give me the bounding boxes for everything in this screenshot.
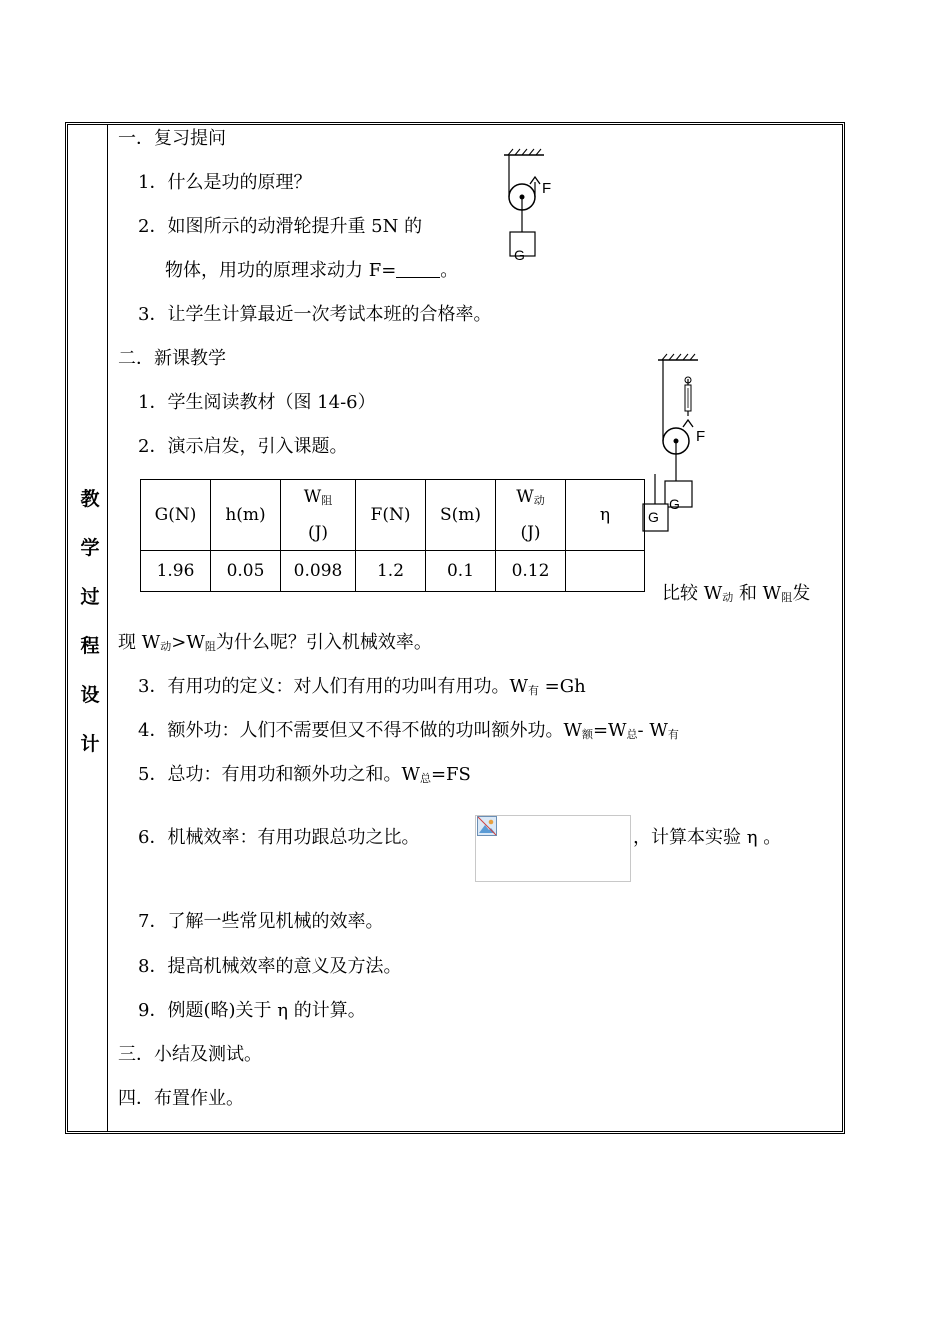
side-label-char: 程 xyxy=(80,635,100,657)
force-label-f: F xyxy=(542,180,552,197)
item-9: 9．例题(略)关于 η 的计算。 xyxy=(138,1000,366,1021)
compare-text-continued xyxy=(118,632,432,658)
text: =Gh xyxy=(538,676,586,697)
header-cell xyxy=(566,480,645,551)
item-3-useful-work xyxy=(138,676,586,702)
compare-text xyxy=(662,583,810,609)
text: - W xyxy=(637,720,668,741)
item-1: 1．学生阅读教材（图 14-6） xyxy=(138,392,376,413)
text: 为什么呢？引入机械效率。 xyxy=(215,632,432,653)
weight-label-g: G xyxy=(669,496,680,512)
question-1: 1．什么是功的原理？ xyxy=(138,172,312,193)
experiment-data-table xyxy=(140,479,645,592)
period: 。 xyxy=(440,260,459,281)
header-label: h(m) xyxy=(225,505,266,525)
header-label: W xyxy=(303,487,322,507)
weight-label-g: G xyxy=(648,509,659,525)
table-cell: 1.96 xyxy=(141,551,211,592)
text: =W xyxy=(592,720,627,741)
section-heading-homework: 四．布置作业。 xyxy=(118,1088,244,1109)
item-5-total-work xyxy=(138,764,471,790)
column-divider xyxy=(107,124,108,1132)
question-2-continued xyxy=(165,260,458,282)
subscript: 阻 xyxy=(781,591,793,604)
header-unit: (J) xyxy=(520,523,541,543)
subscript: 动 xyxy=(160,640,172,653)
weight-label-g: G xyxy=(514,247,525,262)
question-2-text: 物体，用功的原理求动力 F= xyxy=(165,260,397,281)
side-label-char: 教 xyxy=(80,488,100,510)
text: 3．有用功的定义：对人们有用的功叫有用功。W xyxy=(138,676,528,697)
movable-pulley-figure xyxy=(498,146,568,262)
header-cell xyxy=(281,480,356,551)
side-label-char: 设 xyxy=(80,684,100,706)
text: 5．总功：有用功和额外功之和。W xyxy=(138,764,420,785)
text: 现 W xyxy=(118,632,161,653)
side-label-char: 计 xyxy=(80,733,100,755)
table-cell: 0.1 xyxy=(426,551,496,592)
answer-blank xyxy=(396,261,440,278)
header-cell xyxy=(426,480,496,551)
subscript: 总 xyxy=(626,728,638,741)
pulley-spring-scale-figure xyxy=(638,348,718,534)
header-unit: (J) xyxy=(307,523,329,543)
header-cell xyxy=(141,480,211,551)
formula-image-placeholder xyxy=(475,815,631,882)
header-label: F(N) xyxy=(370,505,411,525)
table-cell: 0.098 xyxy=(281,551,356,592)
force-label-f: F xyxy=(696,428,706,445)
subscript: 动 xyxy=(722,591,734,604)
section-heading-summary: 三．小结及测试。 xyxy=(118,1044,262,1065)
item-8: 8．提高机械效率的意义及方法。 xyxy=(138,956,402,977)
header-label: G(N) xyxy=(154,505,197,525)
table-cell: 0.05 xyxy=(211,551,281,592)
header-label: η xyxy=(599,505,611,525)
item-7: 7．了解一些常见机械的效率。 xyxy=(138,911,384,932)
table-cell: 1.2 xyxy=(356,551,426,592)
subscript: 阻 xyxy=(204,640,216,653)
subscript: 额 xyxy=(581,728,593,741)
text: =FS xyxy=(430,764,471,785)
header-label: W xyxy=(516,487,534,507)
item-2: 2．演示启发，引入课题。 xyxy=(138,436,348,457)
section-heading-review: 一．复习提问 xyxy=(118,128,226,149)
text: >W xyxy=(171,632,205,653)
text: 和 W xyxy=(733,583,782,604)
header-subscript: 阻 xyxy=(321,494,333,507)
item-6-continued: ，计算本实验 η 。 xyxy=(633,827,782,848)
item-4-extra-work xyxy=(138,720,679,746)
text: 4．额外功：人们不需要但又不得不做的功叫额外功。W xyxy=(138,720,582,741)
header-subscript: 动 xyxy=(533,494,545,507)
text: 发 xyxy=(792,583,811,604)
header-cell xyxy=(356,480,426,551)
table-cell xyxy=(566,551,645,592)
table-cell: 0.12 xyxy=(496,551,566,592)
header-cell xyxy=(211,480,281,551)
broken-image-icon xyxy=(477,816,497,836)
question-3: 3．让学生计算最近一次考试本班的合格率。 xyxy=(138,304,492,325)
header-cell xyxy=(496,480,566,551)
subscript: 总 xyxy=(419,772,431,785)
side-label-char: 过 xyxy=(80,586,100,608)
text: 比较 W xyxy=(662,583,723,604)
subscript: 有 xyxy=(527,684,539,697)
subscript: 有 xyxy=(667,728,679,741)
header-label: S(m) xyxy=(439,505,482,525)
item-6-efficiency: 6．机械效率：有用功跟总功之比。 xyxy=(138,827,420,848)
section-heading-new-lesson: 二．新课教学 xyxy=(118,348,226,369)
side-label-char: 学 xyxy=(80,537,100,559)
question-2: 2．如图所示的动滑轮提升重 5N 的 xyxy=(138,216,423,237)
